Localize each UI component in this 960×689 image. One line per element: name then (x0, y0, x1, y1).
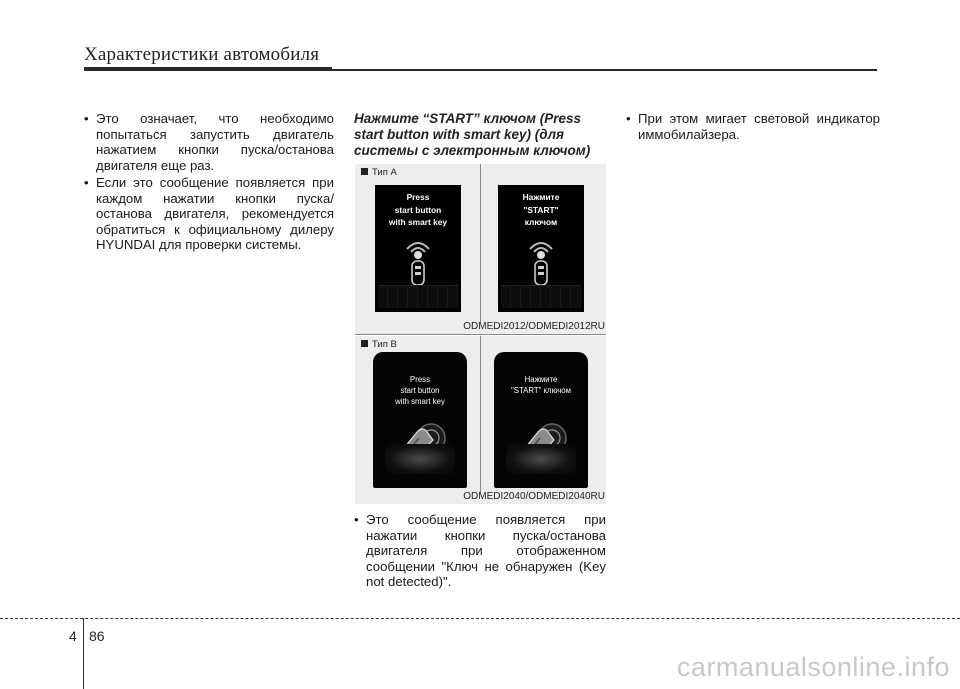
section-heading: Нажмите “START” ключом (Press start button with smart key) (для системы с электронным ключом) (354, 111, 591, 158)
display-message (375, 191, 461, 229)
bullet-item: • При этом мигает световой индикатор иммобилайзера. (626, 111, 880, 142)
display-glow (506, 444, 576, 474)
bullet-item: • Это означает, что необходимо попытаться запустить двигатель нажатием кнопки пуска/останова двигателя еще раз. (84, 111, 334, 173)
page-number: 86 (89, 628, 105, 644)
smart-key-icon (524, 235, 558, 287)
display-message (373, 374, 467, 407)
watermark: carmanualsonline.info (676, 652, 950, 682)
footer-vertical-rule (83, 618, 84, 689)
cluster-display-ru (498, 185, 584, 312)
image-code: ODMEDI2012/ODMEDI2012RU (463, 321, 605, 332)
message-line: Press (406, 192, 430, 202)
cluster-display-ru (494, 352, 588, 488)
display-segment-area (501, 285, 581, 308)
footer-rule (0, 618, 960, 619)
figure-type-b (355, 336, 606, 504)
display-glow (385, 444, 455, 474)
figure-label-text: Тип A (372, 167, 397, 178)
page-title: Характеристики автомобиля (84, 44, 320, 65)
header-rule-thin (332, 69, 877, 71)
figure-divider (480, 164, 481, 324)
figure-bottom-rule (355, 334, 606, 335)
figure-divider (480, 336, 481, 494)
figure-label-text: Тип B (372, 339, 397, 350)
right-column (626, 111, 880, 144)
middle-bullet-list (354, 512, 606, 590)
left-bullet-list (84, 111, 334, 253)
square-bullet-icon (361, 340, 368, 347)
figure-type-a (355, 164, 606, 335)
middle-bottom-text (354, 512, 606, 592)
display-message (494, 374, 588, 396)
display-message (498, 191, 584, 229)
section-number: 4 (69, 628, 77, 644)
message-line: start button (400, 386, 440, 395)
bullet-item: • Если это сообщение появляется при каждом нажатии кнопки пуска/останова двигателя, рекомендуется обратиться к официальному дилеру HYUNDAI для проверки системы. (84, 175, 334, 253)
right-bullet-list (626, 111, 880, 142)
message-line: "START" ключом (510, 386, 572, 395)
message-line: ключом (524, 217, 558, 227)
message-line: Нажмите (522, 192, 560, 202)
smart-key-icon (401, 235, 435, 287)
message-line: with smart key (395, 397, 445, 406)
cluster-display-en (375, 185, 461, 312)
figure-label (361, 167, 397, 178)
message-line: Press (410, 375, 430, 384)
message-line: start button (394, 204, 442, 215)
bullet-item: • Это сообщение появляется при нажатии кнопки пуска/останова двигателя при отображенном сообщении "Ключ не обнаружен (Key not detected)". (354, 512, 606, 590)
display-segment-area (378, 285, 458, 308)
left-column (84, 111, 334, 255)
message-line: with smart key (388, 217, 448, 227)
square-bullet-icon (361, 168, 368, 175)
header-rule-thick (84, 67, 332, 71)
middle-column (354, 111, 606, 159)
message-line: "START" (523, 204, 559, 215)
image-code: ODMEDI2040/ODMEDI2040RU (463, 491, 605, 502)
figure-label (361, 339, 397, 350)
cluster-display-en (373, 352, 467, 488)
message-line: Нажмите (524, 375, 558, 384)
